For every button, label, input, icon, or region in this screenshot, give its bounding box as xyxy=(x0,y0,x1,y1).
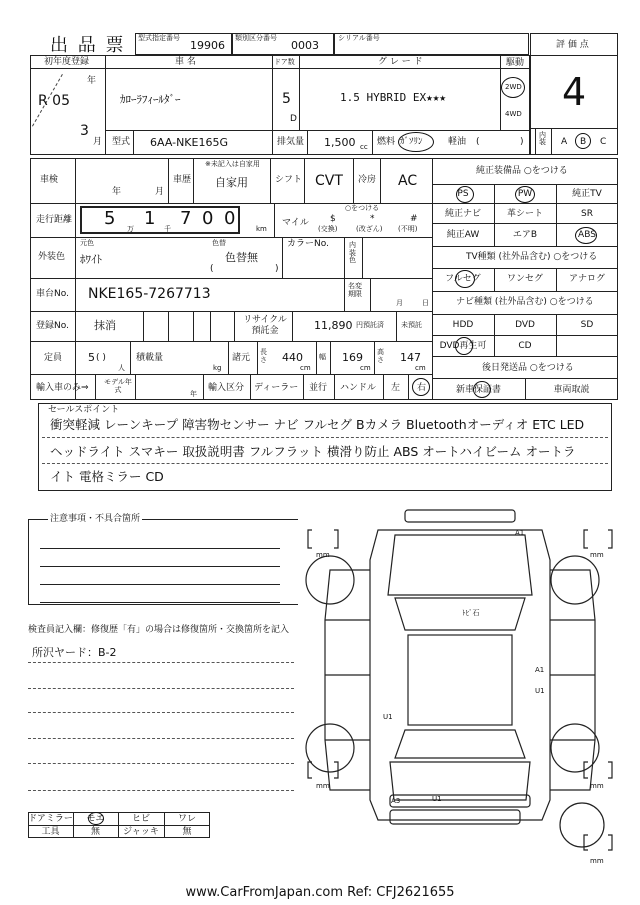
equip-pw: PW xyxy=(517,189,533,199)
tools-tools-label: 工具 xyxy=(41,827,60,837)
grade-label: グ レ ー ド xyxy=(378,57,423,67)
drive-label: 駆動 xyxy=(506,58,525,68)
handle-left: 左 xyxy=(391,383,401,393)
equip-tv: 純正TV xyxy=(572,189,602,199)
diagram-mark-a1-top: A1 xyxy=(515,529,525,537)
width-unit: cm xyxy=(360,364,371,372)
navi-hdd: HDD xyxy=(452,320,474,330)
class-number: 0003 xyxy=(291,39,319,52)
tools-moe-circle xyxy=(88,812,104,825)
mileage-unit-1: 万 xyxy=(127,225,134,233)
year-unit: 年 xyxy=(87,76,97,86)
mileage-star: * xyxy=(370,214,375,224)
diagram-roof xyxy=(408,635,512,725)
type-label: 型式 xyxy=(112,137,131,147)
inspection-month: 月 xyxy=(155,187,165,197)
fuel-gasoline-circle xyxy=(398,132,434,152)
diagram-trunk xyxy=(390,762,530,800)
model-year-unit: 年 xyxy=(190,390,197,398)
registration-label: 登録No. xyxy=(36,321,69,331)
drive-4wd: 4WD xyxy=(505,110,522,118)
drive-2wd: 2WD xyxy=(505,83,522,91)
doors-suffix: D xyxy=(290,114,297,124)
diagram-rear-window xyxy=(395,730,525,758)
ac: AC xyxy=(398,173,418,189)
mileage-altered: (改ざん) xyxy=(356,225,383,233)
diagram-hood xyxy=(388,535,532,595)
equipment-title: 純正装備品 ○をつける xyxy=(476,166,568,176)
navi-title: ナビ種類 (社外品含む) ○をつける xyxy=(456,297,594,307)
color-paren-open: ( xyxy=(210,264,214,274)
tv-fullseg-circle xyxy=(455,270,475,288)
recycle-unpaid: 未預託 xyxy=(401,321,422,329)
dims-label: 諸元 xyxy=(232,353,251,363)
displacement-unit: cc xyxy=(360,143,368,151)
import-class-label: 輸入区分 xyxy=(208,383,245,393)
diagram-mark-stone: ﾄﾋﾞ石 xyxy=(462,609,480,617)
height-label: 高さ xyxy=(377,348,384,364)
diagram-wheel-rear-left xyxy=(306,724,354,772)
model-number: 19906 xyxy=(190,39,225,52)
diagram-mark-a3: A3 xyxy=(391,797,401,805)
diagram-front-bumper xyxy=(405,510,515,522)
interior-b-circle xyxy=(575,133,591,149)
tools-header-hibi: ヒビ xyxy=(131,814,150,824)
score: 4 xyxy=(562,70,587,114)
interior-c: C xyxy=(600,137,607,147)
vehicle-type: 6AA-NKE165G xyxy=(150,136,228,149)
mileage-unknown: (不明) xyxy=(398,225,418,233)
diagram-mark-u1-right: U1 xyxy=(535,687,545,695)
inspection-label: 車検 xyxy=(40,175,59,185)
tools-jack-value: 無 xyxy=(182,827,192,837)
docs-warranty-circle xyxy=(473,381,491,398)
diagram-spare-tire xyxy=(560,803,604,847)
interior-color-label: 内装色 xyxy=(349,241,356,265)
width-label: 幅 xyxy=(319,353,326,361)
car-name-label: 車 名 xyxy=(175,57,196,67)
expiry-label: 名変期限 xyxy=(348,282,362,299)
width: 169 xyxy=(342,351,363,364)
expiry-month: 月 xyxy=(396,299,403,307)
mileage-digit-1: 5 xyxy=(104,208,116,229)
mileage-label: 走行距離 xyxy=(36,215,73,225)
model-year-label: モデル年式 xyxy=(104,378,132,395)
diagram-mm-3: mm xyxy=(316,782,330,790)
navi-cd: CD xyxy=(518,341,532,351)
height-unit: cm xyxy=(415,364,426,372)
doors: 5 xyxy=(282,91,291,107)
defects-box xyxy=(28,519,298,605)
capacity-unit: 人 xyxy=(118,364,125,372)
navi-dvd-play-circle xyxy=(455,337,473,355)
navi-dvd: DVD xyxy=(515,320,535,330)
doors-label: ドア数 xyxy=(274,58,295,66)
recycle-label: リサイクル預託金 xyxy=(243,315,287,336)
mileage-unit-2: 千 xyxy=(164,225,171,233)
tv-analog: アナログ xyxy=(568,274,605,284)
sales-points-label: セールスポイント xyxy=(48,405,120,415)
history-label: 車歴 xyxy=(173,175,192,185)
diagram-mm-2: mm xyxy=(590,551,604,559)
tv-fullseg: フルセグ xyxy=(445,274,481,284)
equip-ps: PS xyxy=(457,189,469,199)
shift-label: シフト xyxy=(275,175,303,185)
docs-manual: 車両取説 xyxy=(553,385,590,395)
first-reg-label: 初年度登録 xyxy=(44,57,90,67)
mileage-digit-4: 0 xyxy=(202,208,214,229)
grade: 1.5 HYBRID EX★★★ xyxy=(340,91,446,104)
yard-location: 所沢ヤード：B-2 xyxy=(32,646,117,659)
interior-a: A xyxy=(561,137,568,147)
diagram-mm-4: mm xyxy=(590,782,604,790)
footer-reference: www.CarFromJapan.com Ref: CFJ2621655 xyxy=(185,885,455,900)
car-name: ｶﾛｰﾗﾌｨｰﾙﾀﾞｰ xyxy=(120,93,181,106)
tools-header-mirror: ドアミラー xyxy=(28,814,73,824)
length-label: 長さ xyxy=(260,348,267,364)
inspection-year: 年 xyxy=(112,187,122,197)
height: 147 xyxy=(400,351,421,364)
navi-sd: SD xyxy=(580,320,594,330)
fuel-gasoline: ｶﾞｿﾘﾝ xyxy=(400,137,423,147)
tools-jack-label: ジャッキ xyxy=(123,827,159,837)
load-label: 積載量 xyxy=(136,353,164,363)
diagram-body-outline xyxy=(370,530,550,820)
diagram-right-side xyxy=(550,570,595,790)
serial-number-label: シリアル番号 xyxy=(338,34,380,42)
handle-label: ハンドル xyxy=(340,383,377,393)
equip-ps-circle xyxy=(456,186,474,203)
equip-abs: ABS xyxy=(578,230,596,240)
km-unit: km xyxy=(256,225,267,233)
recolor-value: 色替無 xyxy=(225,251,258,264)
recycle-amount: 11,890 xyxy=(314,319,353,332)
model-number-label: 型式指定番号 xyxy=(138,34,180,42)
mileage-digit-2: 1 xyxy=(144,208,156,229)
import-label: 輸入車のみ⇒ xyxy=(36,383,89,393)
length: 440 xyxy=(282,351,303,364)
diagram-left-side xyxy=(325,570,370,790)
diagram-mm-5: mm xyxy=(590,857,604,865)
tv-title: TV種類 (社外品含む) ○をつける xyxy=(466,252,598,262)
tools-header-moe: モエ xyxy=(86,814,105,824)
sheet-title: 出 品 票 xyxy=(50,35,126,56)
equip-abs-circle xyxy=(575,227,597,244)
recolor-label: 色替 xyxy=(212,239,226,247)
displacement: 1,500 xyxy=(324,136,356,149)
equip-leather: 革シート xyxy=(506,209,543,219)
mileage-exchange: (交換) xyxy=(318,225,338,233)
interior-b: B xyxy=(580,137,587,147)
score-label: 評 価 点 xyxy=(556,40,589,50)
car-damage-diagram xyxy=(300,500,620,870)
docs-title: 後日発送品 ○をつける xyxy=(482,363,574,373)
fuel-label: 燃料 xyxy=(377,137,396,147)
length-unit: cm xyxy=(300,364,311,372)
displacement-label: 排気量 xyxy=(277,137,305,147)
equip-airbag: エアB xyxy=(512,230,538,240)
color-no-label: カラーNo. xyxy=(287,239,329,249)
tv-oneseg: ワンセグ xyxy=(506,274,543,284)
capacity-paren: ( ) xyxy=(96,353,106,363)
chassis-label: 車台No. xyxy=(36,289,69,299)
ac-label: 冷房 xyxy=(358,175,377,185)
diagram-rear-bumper xyxy=(390,795,530,807)
mileage-digit-3: 7 xyxy=(180,208,192,229)
docs-warranty: 新車保証書 xyxy=(455,385,501,395)
expiry-day: 日 xyxy=(422,299,429,307)
diagram-rear-panel xyxy=(390,810,520,824)
capacity-label: 定員 xyxy=(44,353,63,363)
diagram-mark-a1-right: A1 xyxy=(535,666,545,674)
diagram-mark-u1-rear: U1 xyxy=(432,795,442,803)
inspector-label: 検査員記入欄：修復歴「有」の場合は修復箇所・交換箇所を記入 xyxy=(28,625,290,635)
exterior-color: ﾎﾜｲﾄ xyxy=(80,253,102,266)
load-unit: kg xyxy=(213,364,222,372)
sales-line-3: イト 電格ミラー CD xyxy=(50,469,164,484)
exterior-color-label: 外装色 xyxy=(38,252,66,262)
registration: 抹消 xyxy=(94,319,116,332)
fuel-diesel: 軽油 xyxy=(448,137,467,147)
diagram-mm-1: mm xyxy=(316,551,330,559)
sales-line-1: 衝突軽減 レーンキープ 障害物センサー ナビ フルセグ Bカメラ Bluetoothオーディオ ETC LED xyxy=(50,417,585,432)
fuel-paren-open: ( xyxy=(476,137,480,147)
first-reg-month: 3 xyxy=(80,123,89,139)
color-paren-close: ) xyxy=(275,264,279,274)
import-dealer: ディーラー xyxy=(254,383,299,393)
equip-sr: SR xyxy=(581,209,593,219)
navi-dvd-play: DVD再生可 xyxy=(439,341,487,351)
capacity: 5 xyxy=(88,351,95,364)
shift: CVT xyxy=(315,173,343,189)
sales-line-2: ヘッドライト スマキー 取扱説明書 フルフラット 横滑り防止 ABS オートハイビーム オートラ xyxy=(50,444,576,459)
diagram-windshield xyxy=(395,598,525,630)
equip-aw: 純正AW xyxy=(446,230,480,240)
equip-pw-circle xyxy=(515,186,535,203)
fuel-paren-close: ) xyxy=(520,137,524,147)
history: 自家用 xyxy=(215,176,248,189)
mileage-dollar: $ xyxy=(330,214,336,224)
diagram-wheel-front-right xyxy=(551,556,599,604)
diagram-wheel-rear-right xyxy=(551,724,599,772)
diagram-mark-u1-left: U1 xyxy=(383,713,393,721)
mileage-digit-5: 0 xyxy=(224,208,236,229)
mileage-hash: # xyxy=(410,214,418,224)
defects-label: 注意事項・不具合箇所 xyxy=(50,514,141,524)
tools-tools-value: 無 xyxy=(90,827,100,837)
first-reg-era: R 05 xyxy=(38,93,70,109)
diagram-wheel-front-left xyxy=(306,556,354,604)
interior-label: 内装 xyxy=(539,131,546,146)
import-parallel: 並行 xyxy=(309,383,328,393)
month-unit: 月 xyxy=(93,137,103,147)
unregistered-note: ※未記入は自家用 xyxy=(205,160,260,168)
mileage-circle-note: ○をつける xyxy=(345,204,380,212)
tools-header-ware: ワレ xyxy=(177,814,196,824)
original-color-label: 元色 xyxy=(80,239,94,247)
chassis-number: NKE165-7267713 xyxy=(88,286,211,302)
class-number-label: 類別区分番号 xyxy=(235,34,277,42)
equip-navi: 純正ナビ xyxy=(444,209,481,219)
handle-right-circle xyxy=(412,378,430,396)
handle-right: 右 xyxy=(417,383,427,393)
mile-label: マイル xyxy=(282,218,309,228)
drive-2wd-circle xyxy=(501,77,525,98)
recycle-paid: 円預託済 xyxy=(356,321,384,329)
